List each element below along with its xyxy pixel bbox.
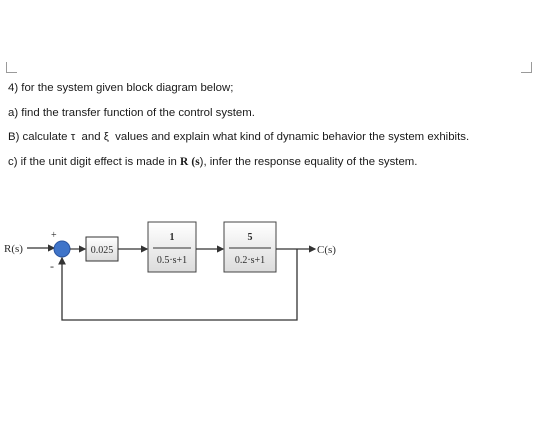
output-label: C(s) [317,244,336,256]
part-b-suffix: values and explain what kind of dynamic behavior the system exhibits. [115,131,470,143]
block1-numerator: 1 [169,232,175,243]
part-b-prefix: B) calculate [8,131,68,143]
part-c-prefix: c) if the unit digit effect is made in [8,156,177,168]
part-c-s: (s [191,156,200,168]
tau-symbol: τ [70,131,76,143]
block2-denominator: 0.2·s+1 [234,255,266,266]
block-diagram [0,212,540,332]
question-part-c [8,156,417,168]
block1-denominator: 0.5·s+1 [156,255,188,266]
input-label: R(s) [4,243,23,255]
part-c-r: R [180,156,189,168]
block2-numerator: 5 [247,232,253,243]
page-corner-right [521,62,532,73]
gain-value: 0.025 [90,245,114,256]
question-part-b [8,131,469,143]
summing-junction [54,241,70,257]
part-b-and: and [81,131,101,143]
part-c-suffix: ), infer the response equality of the system. [199,156,418,168]
xi-symbol: ξ [103,131,109,143]
question-part-a: a) find the transfer function of the control system. [8,107,255,119]
question-heading: 4) for the system given block diagram below; [8,82,234,94]
page-corner-left [6,62,17,73]
minus-sign: - [50,259,54,273]
plus-sign: + [51,230,57,241]
